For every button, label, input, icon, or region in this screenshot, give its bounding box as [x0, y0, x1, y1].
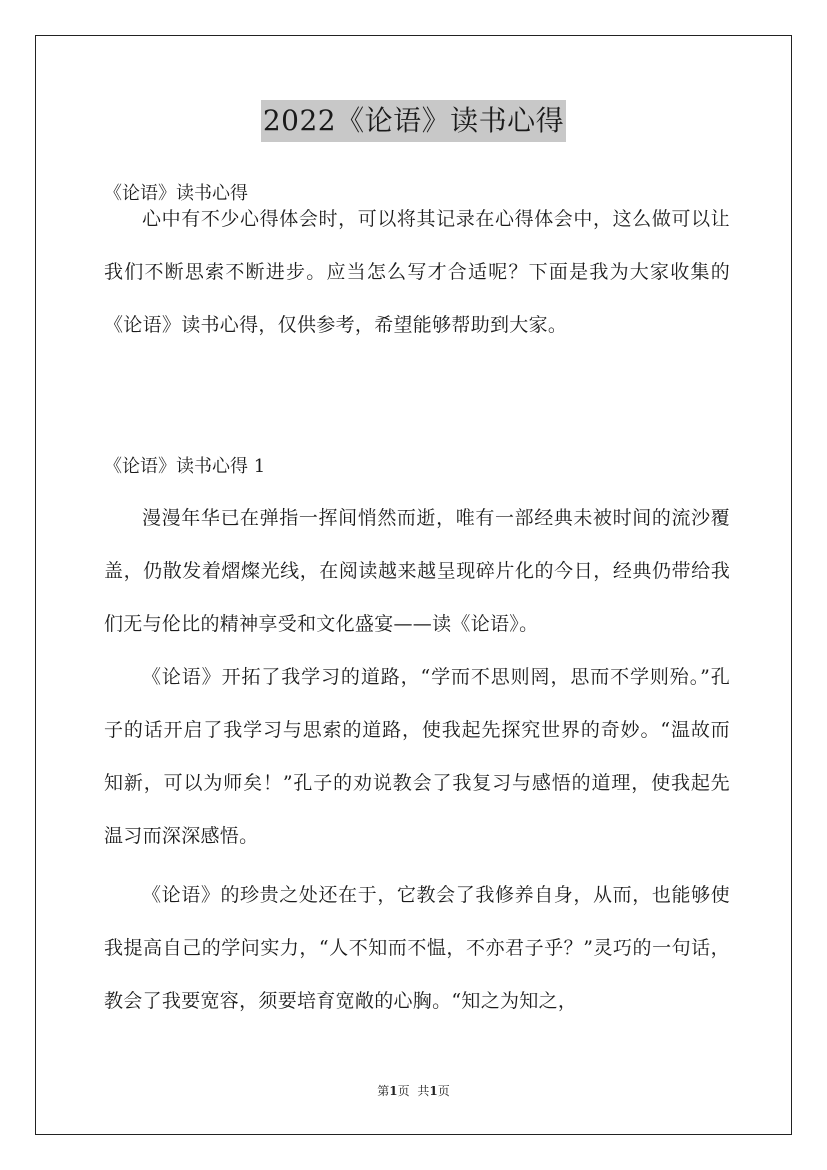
body-paragraph-2: 《论语》开拓了我学习的道路，“学而不思则罔，思而不学则殆。”孔子的话开启了我学习与思索的道路，使我起先探究世界的奇妙。“温故而知新，可以为师矣！”孔子的劝说教会了我复习与感悟的道理，使我起先温习而深深感悟。	[104, 666, 730, 847]
document-title	[0, 100, 827, 142]
total-label-suffix: 页	[437, 1084, 450, 1098]
total-pages: 1	[429, 1084, 438, 1098]
page-label-prefix: 第	[377, 1084, 390, 1098]
page-number: 1	[389, 1084, 398, 1098]
document-title-text: 2022《论语》读书心得	[261, 100, 566, 142]
total-label-prefix: 共	[417, 1084, 430, 1098]
body-paragraph-1: 漫漫年华已在弹指一挥间悄然而逝，唯有一部经典未被时间的流沙覆盖，仍散发着熠燦光线，在阅读越来越呈现碎片化的今日，经典仍带给我们无与伦比的精神享受和文化盛宴——读《论语》。	[104, 507, 730, 635]
body-paragraph-3: 《论语》的珍贵之处还在于，它教会了我修养自身，从而，也能够使我提高自己的学问实力，“人不知而不愠，不亦君子乎？”灵巧的一句话，教会了我要宽容，须要培育宽敞的心胸。“知之为知之，	[104, 884, 730, 1012]
page-footer	[0, 1082, 827, 1100]
intro-paragraph: 心中有不少心得体会时，可以将其记录在心得体会中，这么做可以让我们不断思索不断进步。应当怎么写才合适呢？下面是我为大家收集的《论语》读书心得，仅供参考，希望能够帮助到大家。	[104, 208, 730, 336]
section-heading: 《论语》读书心得 1	[104, 456, 266, 477]
document-subtitle: 《论语》读书心得	[104, 183, 248, 204]
page-label-suffix: 页	[397, 1084, 410, 1098]
